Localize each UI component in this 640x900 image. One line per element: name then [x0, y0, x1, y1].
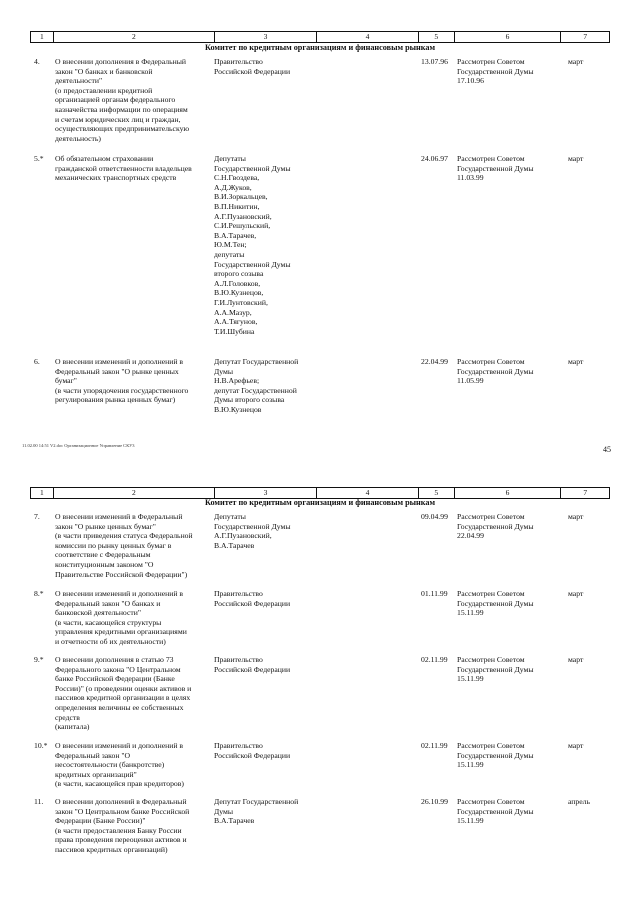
bill-title-line: О внесении дополнения в статью 73 [55, 655, 174, 664]
bill-title-line: Правительстве Российской Федерации") [55, 569, 188, 579]
row-number: 9.* [34, 655, 44, 664]
planned-month: апрель [568, 797, 591, 806]
bill-title-line: бумаг" [55, 376, 77, 386]
bill-title-line: О внесении изменений и дополнений в [55, 589, 184, 598]
bill-title-line: О внесении изменений и дополнений в [55, 741, 184, 750]
column-number-1: 1 [31, 32, 54, 43]
bill-status-line: 11.05.99 [457, 376, 484, 386]
bill-status-line: Государственной Думы [457, 598, 534, 608]
bill-authors-line: А.А.Тягунов, [214, 317, 258, 327]
bill-title [55, 655, 215, 732]
bill-authors [214, 589, 324, 608]
planned-month: март [568, 512, 584, 521]
bill-status-line: 11.03.99 [457, 173, 484, 183]
bill-title [55, 797, 215, 855]
bill-authors-line: А.А.Мазур, [214, 307, 252, 317]
bill-title-line: (капитала) [55, 722, 90, 732]
bill-authors-line: Г.И.Лунтовский, [214, 297, 268, 307]
column-number-5: 5 [418, 32, 454, 43]
row-number: 11. [34, 797, 44, 806]
bill-status-line: Государственной Думы [457, 366, 534, 376]
row-number: 6. [34, 357, 40, 366]
bill-status-line: Государственной Думы [457, 66, 534, 76]
bill-status-line: Государственной Думы [457, 806, 534, 816]
bill-title-line: Федеральный закон "О рынке ценных [55, 366, 179, 376]
bill-status-line: 22.04.99 [457, 531, 484, 541]
bill-authors-line: В.А.Тарачев [214, 816, 255, 826]
submission-date: 26.10.99 [421, 797, 448, 806]
bill-authors-line: Правительство [214, 741, 263, 750]
column-number-3: 3 [215, 32, 317, 43]
bill-status-line: Рассмотрен Советом [457, 589, 525, 598]
bill-title-line: Федеральный закон "О [55, 750, 131, 760]
bill-authors-line: В.Ю.Кузнецов, [214, 288, 264, 298]
bill-title-line: пассивов кредитных организаций) [55, 844, 168, 854]
bill-status-line: 15.11.99 [457, 816, 484, 826]
bill-status-line: Рассмотрен Советом [457, 512, 525, 521]
bill-status [457, 741, 562, 770]
column-number-2: 2 [53, 32, 214, 43]
planned-month: март [568, 655, 584, 664]
bill-title-line: (в части упорядочения государственного [55, 385, 189, 395]
bill-title [55, 154, 215, 183]
planned-month: март [568, 589, 584, 598]
bill-title-line: механических транспортных средств [55, 173, 177, 183]
bill-title-line: Об обязательном страховании [55, 154, 154, 163]
bill-title-line: комиссии по рынку ценных бумаг в [55, 540, 172, 550]
bill-status-line: Государственной Думы [457, 750, 534, 760]
bill-title-line: управления кредитными организациями [55, 627, 187, 637]
bill-authors-line: В.Ю.Кузнецов [214, 404, 262, 414]
bill-title [55, 589, 215, 647]
row-number: 8.* [34, 589, 44, 598]
bill-authors-line: Депутаты [214, 512, 246, 521]
bill-authors-line: депутат Государственной [214, 385, 297, 395]
bill-title [55, 357, 215, 405]
bill-title-line: закон "О банках и банковской [55, 66, 153, 76]
bill-title-line: регулирования рынка ценных бумаг) [55, 395, 176, 405]
bill-authors-line: второго созыва [214, 269, 264, 279]
submission-date: 13.07.96 [421, 57, 448, 66]
column-number-4: 4 [316, 488, 418, 499]
bill-authors-line: Н.В.Арефьев; [214, 376, 260, 386]
bill-title-line: закон "О Центральном банке Российской [55, 806, 190, 816]
document-page-2 [0, 478, 640, 900]
submission-date: 02.11.99 [421, 655, 448, 664]
bill-status-line: Рассмотрен Советом [457, 154, 525, 163]
bill-title-line: кредитных организаций" [55, 769, 137, 779]
bill-authors-line: Российской Федерации [214, 750, 291, 760]
row-number: 7. [34, 512, 40, 521]
bill-authors-line: Правительство [214, 589, 263, 598]
bill-authors-line: Депутаты [214, 154, 246, 163]
bill-title-line: Федерации (Банке России)" [55, 816, 146, 826]
bill-status-line: Государственной Думы [457, 521, 534, 531]
submission-date: 09.04.99 [421, 512, 448, 521]
bill-status-line: 17.10.96 [457, 76, 484, 86]
bill-authors-line: Российской Федерации [214, 598, 291, 608]
bill-authors-line: Думы второго созыва [214, 395, 285, 405]
bill-status-line: Рассмотрен Советом [457, 741, 525, 750]
bill-status-line: Рассмотрен Советом [457, 357, 525, 366]
bill-status [457, 357, 562, 386]
bill-authors-line: В.А.Тарачев, [214, 230, 257, 240]
bill-authors-line: Российской Федерации [214, 66, 291, 76]
bill-title-line: средств [55, 712, 80, 722]
row-number: 5.* [34, 154, 44, 163]
bill-title-line: определения величины ее собственных [55, 702, 184, 712]
bill-authors [214, 154, 324, 336]
bill-title [55, 57, 215, 143]
bill-authors-line: В.П.Никитин, [214, 201, 260, 211]
bill-status-line: 15.11.99 [457, 760, 484, 770]
bill-authors [214, 655, 324, 674]
bill-title-line: пассивов кредитной организации в целях [55, 693, 191, 703]
column-number-6: 6 [454, 32, 561, 43]
bill-authors-line: С.И.Решульский, [214, 221, 271, 231]
bill-authors [214, 512, 324, 550]
bill-status [457, 57, 562, 86]
bill-status-line: Рассмотрен Советом [457, 57, 525, 66]
submission-date: 22.04.99 [421, 357, 448, 366]
bill-authors [214, 357, 324, 415]
bill-authors-line: Государственной Думы [214, 163, 291, 173]
bill-title-line: права проведения переоценки активов и [55, 835, 187, 845]
bill-status-line: 15.11.99 [457, 608, 484, 618]
bill-authors-line: А.Д.Жуков, [214, 182, 252, 192]
column-number-5: 5 [418, 488, 454, 499]
column-number-7: 7 [561, 32, 610, 43]
bill-authors-line: депутаты [214, 249, 245, 259]
bill-authors-line: В.И.Зоркальцев, [214, 192, 268, 202]
bill-status [457, 655, 562, 684]
bill-status [457, 512, 562, 541]
bill-title-line: организацией органам федерального [55, 95, 176, 105]
bill-title-line: деятельность) [55, 133, 101, 143]
bill-title-line: О внесении изменений в Федеральный [55, 512, 183, 521]
column-number-3: 3 [215, 488, 317, 499]
bill-title-line: гражданской ответственности владельцев [55, 163, 192, 173]
bill-authors [214, 797, 324, 826]
submission-date: 02.11.99 [421, 741, 448, 750]
bill-authors [214, 741, 324, 760]
bill-title-line: (в части предоставления Банку России [55, 825, 182, 835]
bill-authors [214, 57, 324, 76]
bill-title [55, 512, 215, 579]
bill-title-line: закон "О рынке ценных бумаг" [55, 521, 156, 531]
bill-authors-line: Думы [214, 366, 234, 376]
bill-authors-line: А.Г.Пузановский, [214, 211, 272, 221]
planned-month: март [568, 154, 584, 163]
bill-title-line: деятельности" [55, 76, 103, 86]
section-title: Комитет по кредитным организациям и финансовым рынкам [204, 43, 436, 52]
bill-title-line: России)" (о проведении оценки активов и [55, 683, 192, 693]
bill-authors-line: Думы [214, 806, 234, 816]
bill-title-line: банковской деятельности" [55, 608, 141, 618]
bill-title-line: (в части, касающейся прав кредиторов) [55, 779, 184, 789]
bill-status-line: Рассмотрен Советом [457, 655, 525, 664]
bill-status-line: Государственной Думы [457, 664, 534, 674]
bill-authors-line: Правительство [214, 655, 263, 664]
bill-authors-line: А.Л.Головков, [214, 278, 261, 288]
bill-title-line: О внесении дополнения в Федеральный [55, 57, 186, 66]
bill-authors-line: Государственной Думы [214, 521, 291, 531]
submission-date: 24.06.97 [421, 154, 448, 163]
bill-authors-line: Депутат Государственной [214, 797, 299, 806]
bill-authors-line: Депутат Государственной [214, 357, 299, 366]
bill-status [457, 589, 562, 618]
bill-status [457, 154, 562, 183]
page-number: 45 [603, 445, 611, 454]
row-number: 10.* [34, 741, 48, 750]
bill-title [55, 741, 215, 789]
planned-month: март [568, 57, 584, 66]
planned-month: март [568, 741, 584, 750]
column-number-1: 1 [31, 488, 54, 499]
bill-title-line: (в части, касающейся структуры [55, 617, 162, 627]
bill-status-line: Государственной Думы [457, 163, 534, 173]
bill-authors-line: Т.И.Шубина [214, 326, 255, 336]
bill-title-line: осуществляющих предпринимательскую [55, 124, 190, 134]
bill-authors-line: Ю.М.Тен; [214, 240, 247, 250]
column-number-6: 6 [454, 488, 561, 499]
column-number-4: 4 [316, 32, 418, 43]
bill-title-line: банке Российской Федерации (Банке [55, 674, 175, 684]
section-title: Комитет по кредитным организациям и финансовым рынкам [204, 498, 436, 507]
bill-title-line: Федеральный закон "О банках и [55, 598, 161, 608]
document-footer: 11.02.00 14:51 V2.doc Организационное Управление СКУ3 [22, 443, 135, 448]
bill-title-line: О внесении изменений и дополнений в [55, 357, 184, 366]
bill-status-line: 15.11.99 [457, 674, 484, 684]
bill-title-line: казначейства информации по операциям [55, 104, 188, 114]
bill-authors-line: Правительство [214, 57, 263, 66]
bill-authors-line: В.А.Тарачев [214, 540, 255, 550]
bill-title-line: и отчетности об их деятельности) [55, 636, 166, 646]
bill-title-line: (о предоставлении кредитной [55, 85, 153, 95]
bill-authors-line: А.Г.Пузановский, [214, 531, 272, 541]
bill-title-line: соответствие с Федеральным [55, 550, 151, 560]
bill-title-line: и счетам юридических лиц и граждан, [55, 114, 181, 124]
bill-status [457, 797, 562, 826]
column-header-row [30, 31, 610, 43]
planned-month: март [568, 357, 584, 366]
bill-status-line: Рассмотрен Советом [457, 797, 525, 806]
bill-title-line: конституционным законом "О [55, 559, 154, 569]
bill-authors-line: Государственной Думы [214, 259, 291, 269]
bill-title-line: (в части приведения статуса Федеральной [55, 531, 193, 541]
bill-title-line: несостоятельности (банкротстве) [55, 760, 165, 770]
bill-title-line: О внесении дополнений в Федеральный [55, 797, 187, 806]
bill-authors-line: Российской Федерации [214, 664, 291, 674]
row-number: 4. [34, 57, 40, 66]
bill-authors-line: С.Н.Гвоздева, [214, 173, 260, 183]
column-number-2: 2 [53, 488, 214, 499]
bill-title-line: Федерального закона "О Центральном [55, 664, 181, 674]
submission-date: 01.11.99 [421, 589, 448, 598]
column-number-7: 7 [561, 488, 610, 499]
